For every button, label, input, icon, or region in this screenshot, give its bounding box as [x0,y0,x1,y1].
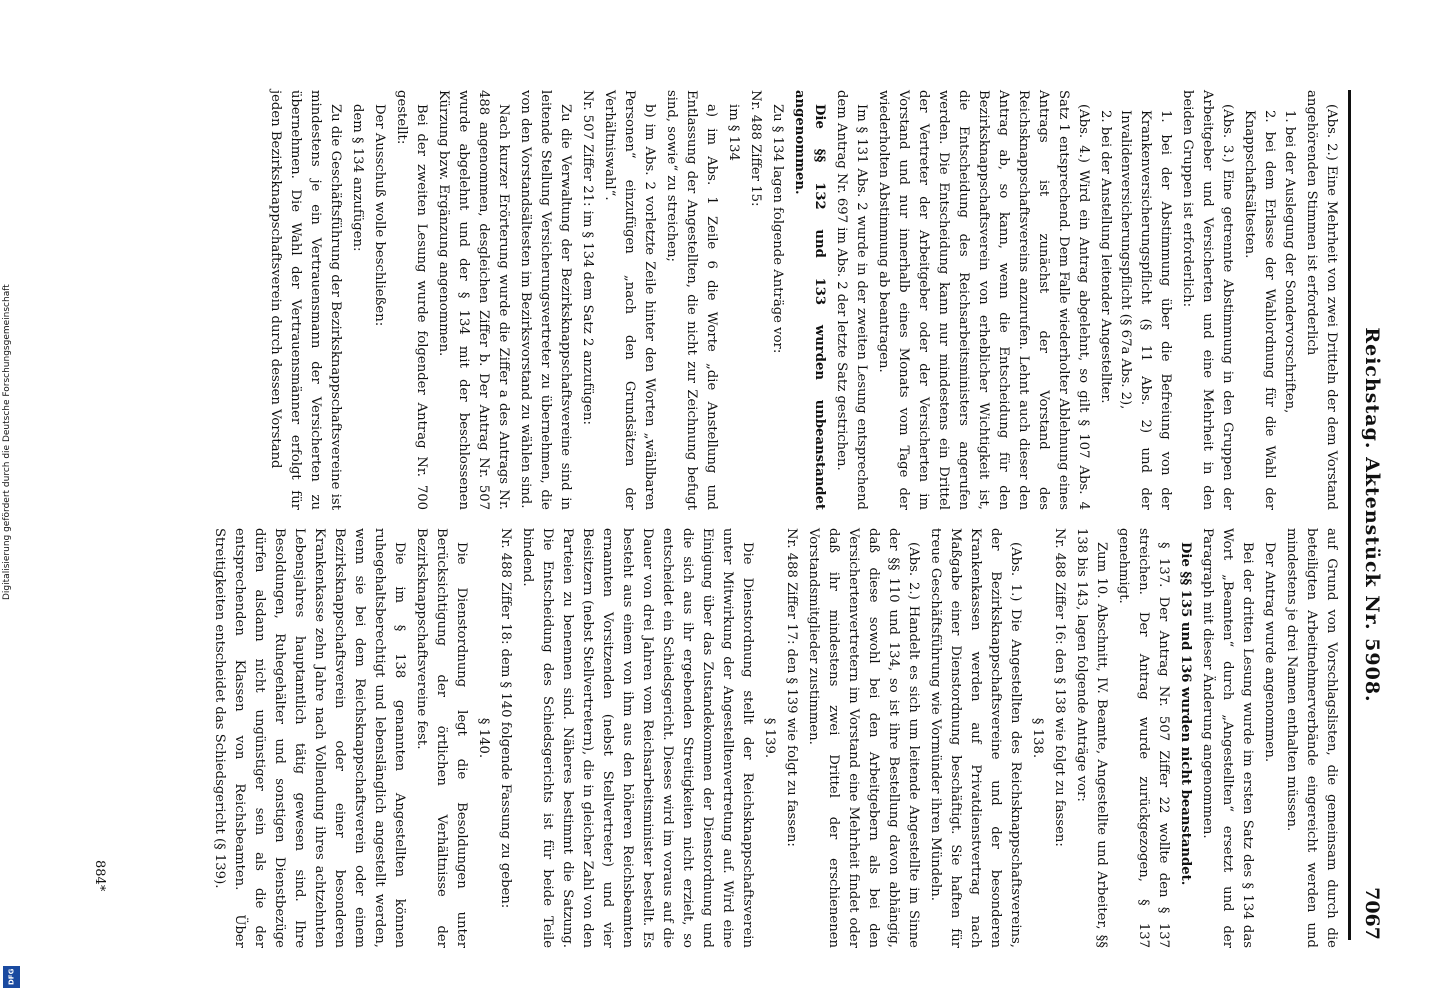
list-item: 1. bei der Abstimmung über die Befreiung von der Krankenversicherungspflicht (§ 11 Abs. 2) und der Invalidenversicherungspflicht (§ 67a Abs. 2), [1118,110,1173,510]
paragraph: Zu die Geschäftsführung der Bezirksknappschaftsvereine ist mindestens je ein Vertrauensmann der Versicherten zu übernehmen. Die Wahl der Vertrauensmänner erfolgt für jeden Bezirksknappschaftsverein durch dessen Vorstand [268,90,343,510]
list [1095,90,1175,510]
page-title: Reichstag. Aktenstück Nr. 5908. [1361,327,1383,703]
paragraph: (Abs. 2.) Eine Mehrheit von zwei Dritteln der dem Vorstand angehörenden Stimmen ist erforderlich [1304,90,1339,510]
paragraph: Nr. 507 Ziffer 21: im § 134 dem Satz 2 anzufügen: [580,90,595,425]
paragraph: Nr. 488 Ziffer 16: den § 138 wie folgt zu fassen: [1052,528,1067,847]
paragraph: (Abs. 2.) Handelt es sich um leitende Angestellte im Sinne der §§ 110 und 134, so ist ihre Bestellung davon abhängig, daß diese sowohl bei den Arbeitgebern als bei den Versichertenvertretern im Vorstand eine Mehrheit findet oder daß ihr mindestens zwei Drittel der erschienenen Vorstandsmitglieder zustimmen. [806,528,921,948]
paragraph: Bei der dritten Lesung wurde im ersten Satz des § 134 das Wort „Beamten“ durch „Angestellten“ ersetzt und der Paragraph mit dieser Änderung angenommen. [1200,528,1255,948]
paragraph: Zum 10. Abschnitt, IV. Beamte, Angestellte und Arbeiter, §§ 138 bis 143, lagen folgende Anträge vor: [1074,528,1109,948]
paragraph: § 137. Der Antrag Nr. 507 Ziffer 22 wollte den § 137 streichen. Der Antrag wurde zurückgezogen, § 137 genehmigt. [1116,528,1171,948]
paragraph: Bei der zweiten Lesung wurde folgender Antrag Nr. 700 gestellt: [394,90,429,510]
paragraph: (Abs. 1.) Die Angestellten des Reichsknappschaftsvereins, der Bezirksknappschaftsvereine und der besonderen Krankenkassen werden auf Privatdienstvertrag nach Maßgabe einer Dienstordnung beschäftigt. Sie haften für treue Geschäftsführung wie Vormünder ihren Mündeln. [928,528,1023,948]
paragraph: Im § 131 Abs. 2 wurde in der zweiten Lesung entsprechend dem Antrag Nr. 697 im Abs. 2 der letzte Satz gestrichen. [834,90,869,510]
right-column [207,528,1341,948]
paragraph: Die §§ 132 und 133 wurden unbeanstandet angenommen. [792,90,827,510]
paragraph: Nr. 488 Ziffer 17: den § 139 wie folgt zu fassen: [784,528,799,847]
dfg-logo: DFG [3,966,20,988]
paragraph: Nr. 488 Ziffer 15: [748,90,763,207]
paragraph: auf Grund von Vorschlagslisten, die gemeinsam durch die beteiligten Arbeitnehmerverbände eingereicht werden und mindestens je drei Namen enthalten müssen. [1284,528,1339,948]
section-heading: § 138. [1030,717,1045,759]
paragraph: Die §§ 135 und 136 wurden nicht beanstandet. [1178,542,1193,886]
paragraph: Die Dienstordnung legt die Besoldungen unter Berücksichtigung der örtlichen Verhältnisse der Bezirksknappschaftsvereine fest. [414,528,469,948]
paragraph: dem § 134 anzufügen: [350,104,365,252]
footer-text: Digitalisierung gefördert durch die Deutsche Forschungsgemeinschaft [2,284,12,600]
header-rule [1348,90,1351,940]
paragraph: Nach kurzer Erörterung wurde die Ziffer a des Antrags Nr. 488 angenommen, desgleichen Ziffer b. Der Antrag Nr. 507 wurde abgelehnt und der § 134 mit der beschlossenen Kürzung bzw. Ergänzung angenommen. [436,90,511,510]
paragraph: b) im Abs. 2 vorletzte Zeile hinter den Worten „wählbaren Personen“ einzufügen „nach den Grundsätzen der Verhältniswahl“. [602,90,657,510]
section-heading: § 140. [476,717,491,759]
section-heading: § 139. [762,717,777,759]
paragraph: a) im Abs. 1 Zeile 6 die Worte „die Anstellung und Entlassung der Angestellten, die nicht zur Zeichnung befugt sind, sowie“ zu streichen; [664,90,719,510]
paragraph: Der Ausschuß wolle beschließen: [372,104,387,327]
page-header [1353,90,1383,940]
page-number: 7067 [1361,887,1383,940]
paragraph: Zu die Verwaltung der Bezirksknappschaftsvereine sind in leitende Stellung Versicherungsvertreter zu übernehmen, die von den Vorstandsältesten im Bezirksvorstand zu wählen sind. [518,90,573,510]
list-item: 2. bei der Anstellung leitender Angestellter. [1098,110,1113,404]
list-item: 2. bei dem Erlasse der Wahlordnung für die Wahl der Knappschaftsältesten. [1242,110,1277,510]
paragraph: Die im § 138 genannten Angestellten können ruhegehaltsberechtigt und lebenslänglich angestellt werden, wenn sie bei dem Reichsknappschaftsverein oder einem Bezirksknappschaftsverein oder einer besonderen Krankenkasse zehn Jahre nach Vollendung ihres achtzehnten Lebensjahres hauptamtlich tätig gewesen sind. Ihre Besoldungen, Ruhegehälter und sonstigen Dienstbezüge dürfen alsdann nicht ungünstiger sein als die der entsprechenden Klassen von Reichsbeamten. Über Streitigkeiten entscheidet das Schiedsgericht (§ 139). [212,528,407,948]
paragraph: (Abs. 4.) Wird ein Antrag abgelehnt, so gilt § 107 Abs. 4 Satz 1 entsprechend. Dem Falle wiederholter Ablehnung eines Antrags ist zunächst der Vorstand des Reichsknappschaftsvereins anzurufen. Lehnt auch dieser den Antrag ab, so kann, wenn die Entscheidung für den Bezirksknappschaftsverein von erheblicher Wichtigkeit ist, die Entscheidung des Reichsarbeitsministers angerufen werden. Die Entscheidung kann nur mindestens ein Drittel der Vertreter der Arbeitgeber oder der Versicherten im Vorstand und nur innerhalb eines Monats vom Tage der wiederholten Abstimmung ab beantragen. [876,90,1091,510]
signature-mark: 884* [92,860,107,892]
paragraph: Der Antrag wurde angenommen. [1262,542,1277,763]
paragraph: im § 134 [726,104,741,161]
paragraph: Zu § 134 lagen folgende Anträge vor: [770,104,785,354]
rotated-page [37,20,1397,980]
paragraph: Nr. 488 Ziffer 18: dem § 140 folgende Fassung zu geben: [498,528,513,909]
paragraph: Die Dienstordnung stellt der Reichsknappschaftsverein unter Mitwirkung der Angestelltenvertretung auf. Wird eine Einigung über das Zustandekommen der Dienstordnung und die sich aus ihr ergebenden Streitigkeiten nicht erzielt, so entscheidet ein Schiedsgericht. Dieses wird im voraus auf die Dauer von drei Jahren vom Reichsarbeitsminister bestellt. Es besteht aus einem von ihm aus den höheren Reichsbeamten ernannten Vorsitzenden (nebst Stellvertreter) und vier Beisitzern (nebst Stellvertretern), die in gleicher Zahl von den Parteien zu benennen sind. Näheres bestimmt die Satzung. Die Entscheidung des Schiedsgerichts ist für beide Teile bindend. [520,528,755,948]
list [1239,90,1299,510]
paragraph: (Abs. 3.) Eine getrennte Abstimmung in den Gruppen der Arbeitgeber und Versicherten und eine Mehrheit in den beiden Gruppen ist erforderlich: [1180,90,1235,510]
digitization-footer [0,0,24,1000]
left-column [263,90,1341,510]
list-item: 1. bei der Auslegung der Sondervorschriften, [1282,110,1297,414]
